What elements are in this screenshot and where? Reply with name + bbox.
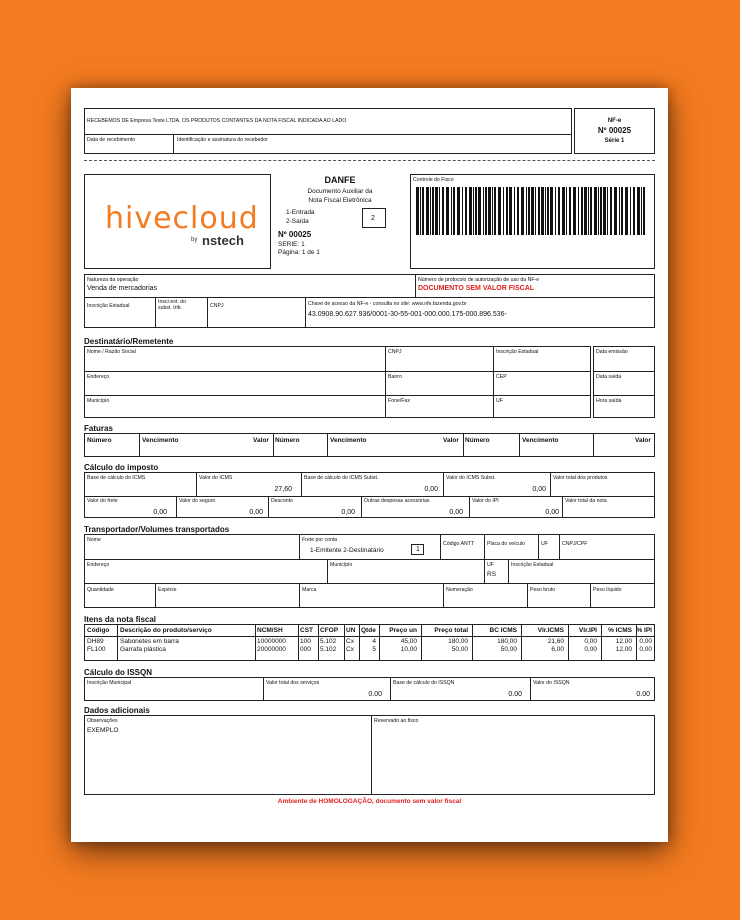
brand-label: Marca — [302, 587, 317, 593]
barcode-bar — [478, 187, 481, 235]
barcode-bar — [509, 187, 512, 235]
barcode-bar — [451, 187, 452, 235]
access-key-label: Chave de acesso da NF-e - consulta no site: www.nfe.fazenda.gov.br — [308, 301, 467, 307]
items-table — [84, 624, 655, 661]
items-col-total: Preço total — [434, 627, 468, 634]
barcode-bar — [562, 187, 565, 235]
access-key-barcode — [416, 187, 648, 235]
exit-label: 2-Saída — [286, 218, 309, 225]
barcode-bar — [462, 187, 463, 235]
exit-date-label: Data saída — [596, 374, 622, 380]
barcode-bar — [550, 187, 553, 235]
item-1-ncm: 10000000 — [257, 638, 286, 645]
carrier-name-label: Nome — [87, 537, 101, 543]
barcode-bar — [416, 187, 419, 235]
barcode-bar — [492, 187, 493, 235]
nfe-series: Série 1 — [604, 138, 625, 144]
item-2-pct-ipi: 0,00 — [639, 646, 652, 653]
invoice-number-h3: Número — [465, 437, 490, 444]
barcode-bar — [607, 187, 608, 235]
exit-time-label: Hora saída — [596, 398, 622, 404]
item-1-cst: 100 — [300, 638, 311, 645]
species-label: Espécie — [158, 587, 177, 593]
danfe-paper — [71, 88, 668, 842]
issqn-title: Cálculo do ISSQN — [84, 668, 153, 677]
substitute-registration-label: Inscr.est. do subst. trib. — [158, 299, 186, 311]
municipal-registration-label: Inscrição Municipal — [87, 680, 132, 686]
operation-box — [84, 274, 655, 328]
carrier-cnpj-label: CNPJ/CPF — [562, 541, 588, 547]
gross-weight-label: Peso bruto — [530, 587, 556, 593]
item-1-bc-icms: 180,00 — [497, 638, 517, 645]
barcode-bar — [598, 187, 599, 235]
insurance-label: Valor do seguro — [179, 498, 216, 504]
insurance-value: 0,00 — [249, 509, 263, 516]
item-2-bc-icms: 50,00 — [500, 646, 517, 653]
operation-type-box — [362, 208, 386, 228]
barcode-bar — [473, 187, 474, 235]
additional-box — [84, 715, 655, 795]
receipt-stub — [84, 108, 572, 154]
invoice-due-h2: Vencimento — [330, 437, 367, 444]
danfe-subtitle-2: Nota Fiscal Eletrônica — [308, 197, 372, 204]
cnpj-label: CNPJ — [210, 303, 224, 309]
issqn-value-label: Valor do ISSQN — [533, 680, 570, 686]
observations-value: EXEMPLO — [87, 727, 119, 734]
barcode-bar — [446, 187, 449, 235]
quantity-label: Quantidade — [87, 587, 114, 593]
tax-title: Cálculo do imposto — [84, 463, 159, 472]
freight-mode-box — [411, 544, 424, 555]
operation-value: Venda de mercadorias — [87, 285, 158, 292]
invoice-number-h2: Número — [275, 437, 300, 444]
recipient-cnpj-label: CNPJ — [388, 349, 402, 355]
items-col-pct-ipi: % IPI — [636, 627, 652, 634]
invoices-title: Faturas — [84, 424, 113, 433]
barcode-bar — [422, 187, 424, 235]
recipient-address-label: Endereço — [87, 374, 110, 380]
barcode-bar — [600, 187, 602, 235]
item-2-ncm: 20000000 — [257, 646, 286, 653]
items-col-unit-price: Preço un — [389, 627, 417, 634]
freight-mode-value: 1 — [416, 546, 420, 553]
additional-title: Dados adicionais — [84, 706, 150, 715]
barcode-bar — [506, 187, 508, 235]
items-col-icms: Vlr.ICMS — [537, 627, 564, 634]
barcode-bar — [538, 187, 540, 235]
items-col-bc-icms: BC ICMS — [489, 627, 517, 634]
barcode-bar — [521, 187, 524, 235]
item-2-cfop: 5.102 — [320, 646, 337, 653]
entry-label: 1-Entrada — [286, 209, 315, 216]
barcode-bar — [469, 187, 472, 235]
item-1-description: Sabonetes em barra — [120, 638, 179, 645]
barcode-bar — [610, 187, 612, 235]
barcode-bar — [545, 187, 546, 235]
danfe-subtitle-1: Documento Auxiliar da — [307, 188, 373, 195]
invoice-value-h1: Valor — [253, 437, 269, 444]
hivecloud-logo: hivecloud — [105, 201, 259, 236]
barcode-bar — [566, 187, 567, 235]
barcode-bar — [621, 187, 623, 235]
recipient-district-label: Bairro — [388, 374, 402, 380]
receipt-declaration: RECEBEMOS DE Empresa Teste LTDA. OS PRODUTOS CONTANTES DA NOTA FISCAL INDICADA AO LADO — [87, 118, 347, 124]
barcode-bar — [457, 187, 460, 235]
barcode-bar — [633, 187, 635, 235]
barcode-bar — [488, 187, 491, 235]
danfe-title: DANFE — [324, 175, 356, 185]
barcode-bar — [603, 187, 606, 235]
barcode-bar — [432, 187, 434, 235]
items-col-pct-icms: % ICMS — [608, 627, 632, 634]
invoice-due-h3: Vencimento — [522, 437, 559, 444]
icms-st-value: 0,00 — [532, 486, 546, 493]
item-2-description: Garrafa plástica — [120, 646, 166, 653]
services-total-value: 0.00 — [368, 691, 382, 698]
recipient-phone-label: Fone/Fax — [388, 398, 410, 404]
barcode-bar — [573, 187, 576, 235]
barcode-bar — [528, 187, 530, 235]
items-col-ncm: NCM/SH — [257, 627, 283, 634]
danfe-page: Página: 1 de 1 — [278, 249, 320, 256]
item-1-code: DH89 — [87, 638, 104, 645]
issqn-base-label: Base de cálculo do ISSQN — [393, 680, 455, 686]
recipient-name-label: Nome / Razão Social — [87, 349, 136, 355]
issqn-base-value: 0.00 — [508, 691, 522, 698]
freight-label: Valor do frete — [87, 498, 118, 504]
barcode-bar — [430, 187, 431, 235]
barcode-bar — [637, 187, 640, 235]
barcode-bar — [590, 187, 592, 235]
icms-base-label: Base de cálculo do ICMS — [87, 475, 146, 481]
ipi-value: 0,00 — [545, 509, 559, 516]
freight-mode-label: Frete por conta — [302, 537, 338, 543]
plate-label: Placa do veículo — [487, 541, 526, 547]
products-total-label: Valor total dos produtos — [553, 475, 608, 481]
state-registration-label: Inscrição Estadual — [87, 303, 130, 309]
barcode-bar — [526, 187, 527, 235]
barcode-bar — [514, 187, 515, 235]
carrier-ie-label: Inscrição Estadual — [511, 562, 554, 568]
items-col-qty: Qtde — [361, 627, 376, 634]
icms-value-label: Valor do ICMS — [199, 475, 233, 481]
recipient-box — [84, 346, 591, 418]
items-col-cfop: CFOP — [320, 627, 339, 634]
icms-st-base-label: Base de cálculo do ICMS Subst. — [304, 475, 379, 481]
barcode-bar — [558, 187, 560, 235]
barcode-bar — [547, 187, 549, 235]
item-2-un: Cx — [346, 646, 354, 653]
item-1-qty: 4 — [372, 638, 376, 645]
dates-box — [593, 346, 655, 418]
item-1-ipi: 0,00 — [584, 638, 597, 645]
recipient-ie-label: Inscrição Estadual — [496, 349, 539, 355]
recipient-zip-label: CEP — [496, 374, 507, 380]
fiscal-control-label: Controle do Fisco — [413, 177, 454, 183]
items-col-description: Descrição do produto/serviço — [120, 627, 212, 634]
icms-value: 27,60 — [274, 486, 292, 493]
item-2-qty: 5 — [372, 646, 376, 653]
barcode-bar — [569, 187, 571, 235]
barcode-bar — [494, 187, 496, 235]
item-1-pct-ipi: 0,00 — [639, 638, 652, 645]
issqn-value: 0.00 — [636, 691, 650, 698]
numbering-label: Numeração — [446, 587, 473, 593]
item-1-pct-icms: 12,00 — [615, 638, 632, 645]
item-1-total: 180,00 — [448, 638, 468, 645]
discount-value: 0,00 — [341, 509, 355, 516]
cut-line — [84, 160, 655, 161]
icms-st-base: 0,00 — [424, 486, 438, 493]
barcode-bar — [535, 187, 536, 235]
barcode-bar — [581, 187, 583, 235]
item-1-un: Cx — [346, 638, 354, 645]
barcode-bar — [541, 187, 544, 235]
item-2-unit-price: 10,00 — [400, 646, 417, 653]
barcode-bar — [584, 187, 587, 235]
plate-uf-label: UF — [541, 541, 548, 547]
homologation-notice: Ambiente de HOMOLOGAÇÃO, documento sem valor fiscal — [277, 798, 462, 805]
issue-date-label: Data emissão — [596, 349, 628, 355]
item-2-icms: 6,00 — [551, 646, 564, 653]
logo-by: by — [191, 237, 198, 243]
freight-value: 0,00 — [153, 509, 167, 516]
invoices-box — [84, 433, 655, 457]
barcode-bar — [475, 187, 477, 235]
barcode-bar — [643, 187, 645, 235]
carrier-title: Transportador/Volumes transportados — [84, 525, 230, 534]
nfe-number: Nº 00025 — [597, 126, 632, 135]
invoice-value-h2: Valor — [443, 437, 459, 444]
net-weight-label: Peso líquido — [593, 587, 622, 593]
invoice-number-h1: Número — [87, 437, 112, 444]
ipi-label: Valor do IPI — [472, 498, 499, 504]
other-expenses-label: Outras despesas acessórias — [364, 498, 430, 504]
icms-st-value-label: Valor do ICMS Subst. — [446, 475, 496, 481]
barcode-bar — [641, 187, 642, 235]
issqn-box — [84, 677, 655, 701]
item-2-total: 50,00 — [451, 646, 468, 653]
danfe-title-block — [274, 174, 406, 269]
nfe-label: NF-e — [607, 118, 622, 124]
barcode-bar — [435, 187, 438, 235]
item-2-cst: 000 — [300, 646, 311, 653]
barcode-bar — [465, 187, 467, 235]
barcode-bar — [485, 187, 487, 235]
barcode-bar — [594, 187, 597, 235]
danfe-number: Nº 00025 — [278, 230, 312, 239]
receipt-signature-label: Identificação e assinatura do recebedor — [177, 137, 268, 143]
recipient-title: Destinatário/Remetente — [84, 337, 174, 346]
barcode-bar — [517, 187, 519, 235]
barcode-bar — [630, 187, 631, 235]
fisco-reserved-label: Reservado ao fisco — [374, 718, 419, 724]
invoice-total-label: Valor total da nota — [565, 498, 607, 504]
nstech-logo: nstech — [202, 233, 244, 248]
barcode-bar — [442, 187, 444, 235]
tax-box — [84, 472, 655, 518]
issuer-logo-box — [84, 174, 271, 269]
access-key-value: 43.0908.90.627.936/0001-30-55-001-000.000.175-000.896.536- — [308, 311, 507, 318]
item-1-unit-price: 45,00 — [400, 638, 417, 645]
items-col-cst: CST — [300, 627, 313, 634]
observations-label: Observações — [87, 718, 118, 724]
item-1-icms: 21,60 — [547, 638, 564, 645]
receipt-date-label: Data de recebimento — [87, 137, 136, 143]
barcode-bar — [503, 187, 504, 235]
item-2-pct-icms: 12,00 — [615, 646, 632, 653]
carrier-uf-label: UF — [487, 562, 494, 568]
carrier-box — [84, 534, 655, 608]
operation-type: 2 — [371, 215, 375, 222]
barcode-bar — [555, 187, 556, 235]
barcode-bar — [614, 187, 617, 235]
services-total-label: Valor total dos serviços — [266, 680, 320, 686]
invoice-value-h3: Valor — [635, 437, 651, 444]
antt-label: Código ANTT — [443, 541, 475, 547]
danfe-series: SERIE: 1 — [278, 241, 305, 248]
freight-mode-options: 1-Emitente 2-Destinatário — [310, 547, 384, 554]
item-1-cfop: 5.102 — [320, 638, 337, 645]
other-expenses-value: 0,00 — [449, 509, 463, 516]
items-col-ipi: Vlr.IPI — [578, 627, 597, 634]
invoice-due-h1: Vencimento — [142, 437, 179, 444]
recipient-uf-label: UF — [496, 398, 503, 404]
discount-label: Desconto — [271, 498, 293, 504]
barcode-bar — [439, 187, 440, 235]
items-title: Itens da nota fiscal — [84, 615, 157, 624]
barcode-bar — [453, 187, 455, 235]
items-col-code: Código — [87, 627, 110, 634]
barcode-bar — [426, 187, 429, 235]
barcode-bar — [483, 187, 484, 235]
barcode-bar — [578, 187, 579, 235]
barcode-bar — [531, 187, 534, 235]
carrier-uf-value: RS — [487, 571, 497, 578]
items-col-un: UN — [346, 627, 356, 634]
barcode-bar — [619, 187, 620, 235]
barcode-bar — [588, 187, 589, 235]
protocol-value: DOCUMENTO SEM VALOR FISCAL — [418, 285, 535, 292]
barcode-bar — [625, 187, 628, 235]
operation-label: Natureza da operação — [87, 277, 139, 283]
recipient-city-label: Município — [87, 398, 110, 404]
carrier-address-label: Endereço — [87, 562, 110, 568]
item-2-ipi: 0,00 — [584, 646, 597, 653]
barcode-bar — [498, 187, 501, 235]
nfe-number-box — [574, 108, 655, 154]
fiscal-control-box — [410, 174, 655, 269]
protocol-label: Número de protocolo de autorização de uso da NF-e — [418, 277, 540, 283]
carrier-city-label: Município — [330, 562, 353, 568]
item-2-code: FL100 — [87, 646, 106, 653]
barcode-bar — [420, 187, 421, 235]
